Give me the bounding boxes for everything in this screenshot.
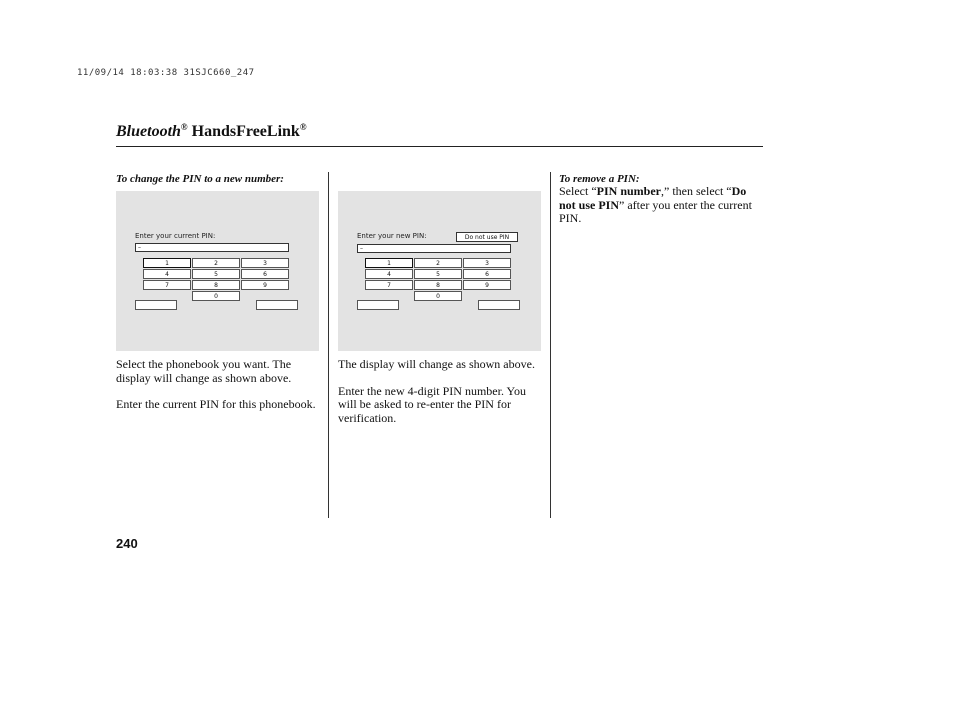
col2-para1: The display will change as shown above. (338, 357, 535, 371)
pin-input-field[interactable]: – (357, 244, 511, 253)
col3-bold-pin-number: PIN number (596, 184, 661, 198)
key-7[interactable]: 7 (365, 280, 413, 290)
heading-change-pin: To change the PIN to a new number: (116, 173, 284, 185)
key-4[interactable]: 4 (143, 269, 191, 279)
registered-mark: ® (180, 122, 188, 132)
registered-mark: ® (299, 122, 307, 132)
key-8[interactable]: 8 (414, 280, 462, 290)
soft-button-left[interactable] (135, 300, 177, 310)
key-6[interactable]: 6 (241, 269, 289, 279)
key-1[interactable]: 1 (365, 258, 413, 268)
key-3[interactable]: 3 (463, 258, 511, 268)
col3-text (559, 185, 755, 226)
key-8[interactable]: 8 (192, 280, 240, 290)
key-9[interactable]: 9 (241, 280, 289, 290)
col1-para1: Select the phonebook you want. The display will change as shown above. (116, 357, 292, 385)
col3-text-2: ,” then select “ (661, 184, 732, 198)
key-9[interactable]: 9 (463, 280, 511, 290)
print-stamp: 11/09/14 18:03:38 31SJC660_247 (77, 68, 255, 78)
column-divider (550, 172, 551, 518)
key-5[interactable]: 5 (192, 269, 240, 279)
key-4[interactable]: 4 (365, 269, 413, 279)
pin-entry-screen (134, 231, 302, 313)
soft-button-left[interactable] (357, 300, 399, 310)
col3-text-3: ” after you enter the current PIN. (559, 197, 752, 225)
col2-text (338, 358, 543, 425)
title-bluetooth: Bluetooth (116, 123, 181, 140)
heading-remove-pin: To remove a PIN: (559, 173, 640, 185)
key-0[interactable]: 0 (192, 291, 240, 301)
col2-para2: Enter the new 4-digit PIN number. You will be asked to re-enter the PIN for verification. (338, 383, 526, 425)
title-handsfreelink: HandsFreeLink (187, 123, 300, 140)
key-5[interactable]: 5 (414, 269, 462, 279)
screenshot-current-pin (116, 191, 319, 351)
col1-text (116, 358, 321, 412)
soft-button-right[interactable] (478, 300, 520, 310)
col3-bold-do-not-use: Do not use PIN (559, 184, 747, 212)
soft-button-right[interactable] (256, 300, 298, 310)
page-title (116, 122, 307, 141)
screenshot-new-pin (338, 191, 541, 351)
pin-prompt: Enter your current PIN: (135, 232, 216, 240)
key-1[interactable]: 1 (143, 258, 191, 268)
col1-para2: Enter the current PIN for this phonebook. (116, 397, 316, 411)
key-2[interactable]: 2 (414, 258, 462, 268)
column-divider (328, 172, 329, 518)
key-3[interactable]: 3 (241, 258, 289, 268)
key-6[interactable]: 6 (463, 269, 511, 279)
pin-prompt: Enter your new PIN: (357, 232, 427, 240)
page-number: 240 (116, 536, 138, 551)
title-rule (116, 146, 763, 147)
key-2[interactable]: 2 (192, 258, 240, 268)
col3-para (559, 185, 755, 226)
key-0[interactable]: 0 (414, 291, 462, 301)
do-not-use-pin-button[interactable]: Do not use PIN (456, 232, 518, 242)
new-pin-screen (356, 231, 524, 313)
col3-text-1: Select “ (559, 184, 597, 198)
pin-input-field[interactable]: – (135, 243, 289, 252)
key-7[interactable]: 7 (143, 280, 191, 290)
